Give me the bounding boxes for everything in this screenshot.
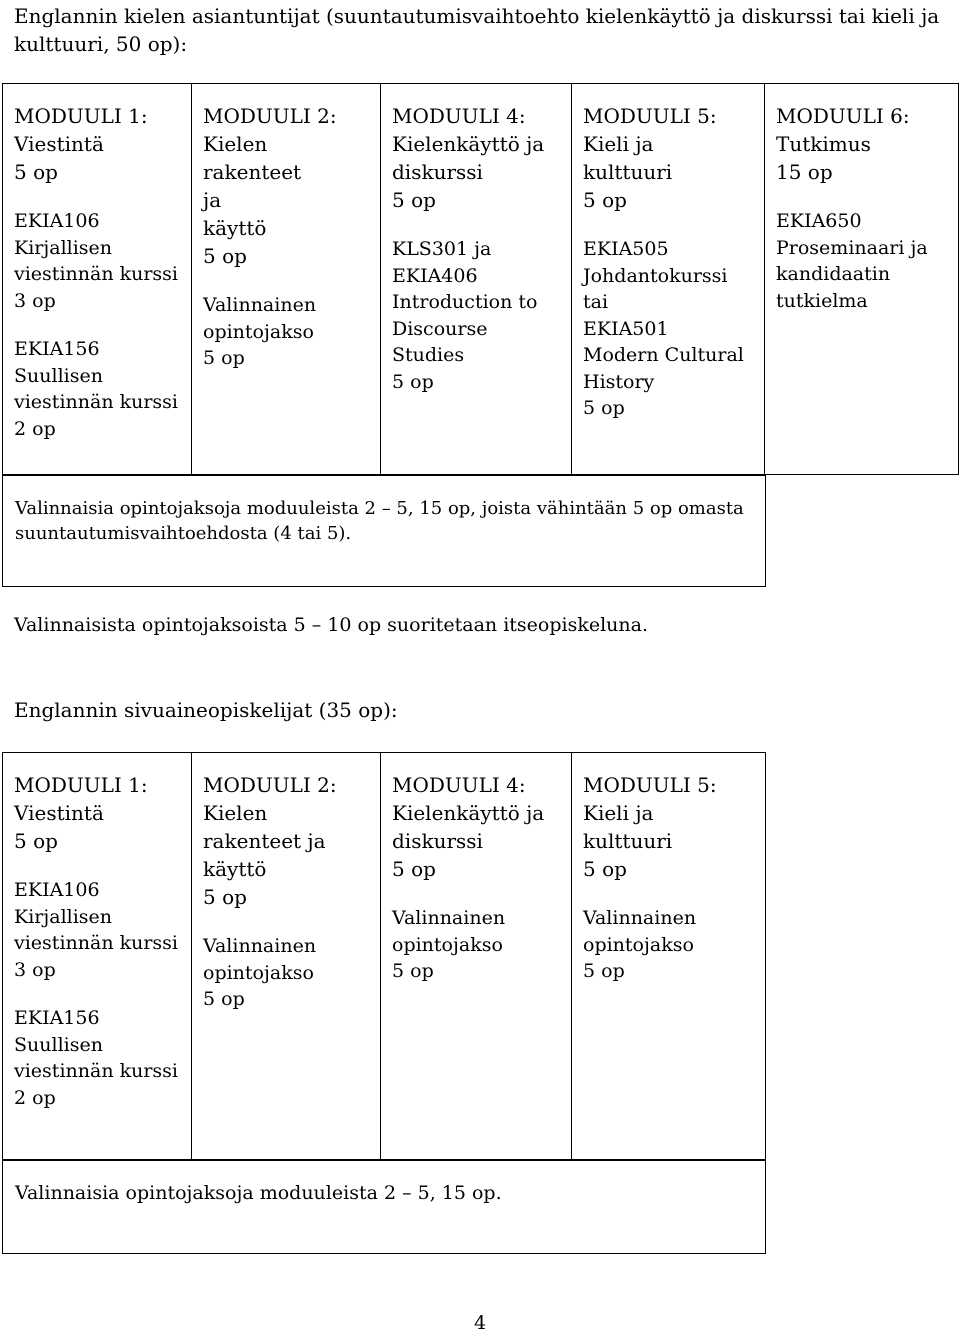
module-title-line: MODUULI 2: xyxy=(203,104,337,128)
course-line: Valinnainen xyxy=(583,907,697,929)
course-line: EKIA650 xyxy=(776,210,862,232)
course-line: Valinnainen xyxy=(203,294,317,316)
module-title xyxy=(14,771,181,855)
course-line: 5 op xyxy=(392,370,434,393)
module-title-line: 5 op xyxy=(392,188,436,212)
module-title xyxy=(14,102,181,186)
course-line: Valinnainen xyxy=(392,907,506,929)
module-cell xyxy=(572,84,765,475)
module-title-line: 5 op xyxy=(203,885,247,909)
module-title-line: ja xyxy=(203,188,222,212)
course-line: 5 op xyxy=(392,960,434,982)
module-cell xyxy=(192,753,381,1160)
course-block xyxy=(392,905,561,985)
module-cell xyxy=(381,753,572,1160)
course-block xyxy=(583,236,754,422)
module-title xyxy=(392,771,561,883)
module-title-line: MODUULI 1: xyxy=(14,104,148,128)
module-title-line: Tutkimus xyxy=(776,132,871,156)
module-title-line: Kieli ja xyxy=(583,801,654,825)
module-title-line: Viestintä xyxy=(14,801,104,825)
course-block xyxy=(583,905,755,985)
module-table-majors xyxy=(2,83,959,475)
course-line: opintojakso xyxy=(203,320,314,343)
course-block xyxy=(392,236,561,395)
course-line: opintojakso xyxy=(203,961,314,984)
course-line: Kirjallisen xyxy=(14,236,113,259)
course-line: EKIA501 xyxy=(583,317,669,340)
course-line: EKIA156 xyxy=(14,1007,100,1029)
course-line: 5 op xyxy=(203,988,245,1010)
module-title xyxy=(583,771,755,883)
module-title-line: MODUULI 6: xyxy=(776,104,910,128)
course-line: 5 op xyxy=(203,347,245,369)
page-number: 4 xyxy=(473,1312,487,1334)
module-title xyxy=(583,102,754,214)
course-block xyxy=(203,292,370,372)
module-title xyxy=(392,102,561,214)
module-title-line: MODUULI 4: xyxy=(392,104,526,128)
module-title-line: MODUULI 1: xyxy=(14,773,148,797)
course-line: History xyxy=(583,370,655,393)
module-title-line: MODUULI 4: xyxy=(392,773,526,797)
course-line: 5 op xyxy=(583,960,625,982)
module-title-line: 5 op xyxy=(203,244,247,268)
course-line: Johdantokurssi xyxy=(583,264,728,287)
module-cell xyxy=(192,84,381,475)
course-line: Proseminaari ja xyxy=(776,236,928,259)
module-title-line: 5 op xyxy=(583,188,627,212)
module-title-line: Kieli ja xyxy=(583,132,654,156)
module-title-line: Kielen rakenteet xyxy=(203,132,302,184)
course-line: 3 op xyxy=(14,289,56,312)
module-title-line: diskurssi xyxy=(392,829,483,853)
module-title-line: kulttuuri xyxy=(583,829,673,853)
course-line: Modern Cultural xyxy=(583,344,744,366)
course-line: viestinnän kurssi xyxy=(14,391,179,413)
module-title-line: 5 op xyxy=(14,160,58,184)
module-title-line: rakenteet ja xyxy=(203,829,326,853)
course-line: kandidaatin xyxy=(776,263,891,285)
module-title-line: kulttuuri xyxy=(583,160,673,184)
module-title-line: Kielenkäyttö ja xyxy=(392,132,545,156)
course-line: opintojakso xyxy=(583,933,694,956)
course-line: Kirjallisen xyxy=(14,905,113,928)
course-line: 3 op xyxy=(14,958,56,981)
section2-electives-note: Valinnaisia opintojaksoja moduuleista 2 – 5, 15 op. xyxy=(15,1182,502,1204)
module-cell xyxy=(572,753,766,1160)
course-line: opintojakso xyxy=(392,933,503,956)
section2-electives-note-box xyxy=(2,1160,766,1254)
course-line: KLS301 ja xyxy=(392,238,492,260)
module-title xyxy=(203,771,370,911)
course-line: Discourse Studies xyxy=(392,317,488,366)
course-line: Suullisen xyxy=(14,364,103,387)
module-table-minors xyxy=(2,752,766,1160)
module-title xyxy=(776,102,948,186)
section1-electives-note-box xyxy=(2,475,766,587)
section2-heading: Englannin sivuaineopiskelijat (35 op): xyxy=(14,698,398,722)
course-line: EKIA505 xyxy=(583,238,669,260)
course-line: Valinnainen xyxy=(203,935,317,957)
course-line: 2 op xyxy=(14,1086,56,1109)
module-title-line: 15 op xyxy=(776,160,833,184)
course-block xyxy=(776,208,948,314)
module-title-line: 5 op xyxy=(583,857,627,881)
self-study-note: Valinnaisista opintojaksoista 5 – 10 op suoritetaan itseopiskeluna. xyxy=(14,614,649,636)
course-block xyxy=(14,877,181,983)
module-title-line: Kielenkäyttö ja xyxy=(392,801,545,825)
course-line: 5 op xyxy=(583,397,625,419)
module-cell xyxy=(3,84,192,475)
module-cell xyxy=(765,84,959,475)
course-block xyxy=(14,1005,181,1111)
course-line: EKIA156 xyxy=(14,338,100,360)
course-line: viestinnän kurssi xyxy=(14,263,179,285)
module-title xyxy=(203,102,370,270)
course-line: viestinnän kurssi xyxy=(14,932,179,954)
module-title-line: Viestintä xyxy=(14,132,104,156)
section1-electives-note: Valinnaisia opintojaksoja moduuleista 2 – 5, 15 op, joista vähintään 5 op omasta suuntautumisvaihtoehdosta (4 tai 5). xyxy=(15,498,744,544)
module-title-line: käyttö xyxy=(203,216,267,240)
module-title-line: MODUULI 5: xyxy=(583,773,717,797)
course-line: EKIA406 xyxy=(392,264,478,287)
course-line: 2 op xyxy=(14,417,56,440)
course-line: viestinnän kurssi xyxy=(14,1060,179,1082)
module-cell xyxy=(381,84,572,475)
module-title-line: käyttö xyxy=(203,857,267,881)
course-line: EKIA106 xyxy=(14,210,100,232)
course-block xyxy=(14,208,181,314)
module-cell xyxy=(3,753,192,1160)
course-line: tai xyxy=(583,291,609,313)
module-title-line: MODUULI 5: xyxy=(583,104,717,128)
module-title-line: Kielen xyxy=(203,801,268,825)
course-line: Introduction to xyxy=(392,291,538,313)
course-line: EKIA106 xyxy=(14,879,100,901)
module-title-line: MODUULI 2: xyxy=(203,773,337,797)
section1-heading: Englannin kielen asiantuntijat (suuntautumisvaihtoehto kielenkäyttö ja diskurssi tai kieli ja kulttuuri, 50 op): xyxy=(14,4,940,56)
course-line: Suullisen xyxy=(14,1033,103,1056)
module-title-line: diskurssi xyxy=(392,160,483,184)
course-line: tutkielma xyxy=(776,289,868,312)
course-block xyxy=(14,336,181,442)
course-block xyxy=(203,933,370,1013)
module-title-line: 5 op xyxy=(14,829,58,853)
module-title-line: 5 op xyxy=(392,857,436,881)
